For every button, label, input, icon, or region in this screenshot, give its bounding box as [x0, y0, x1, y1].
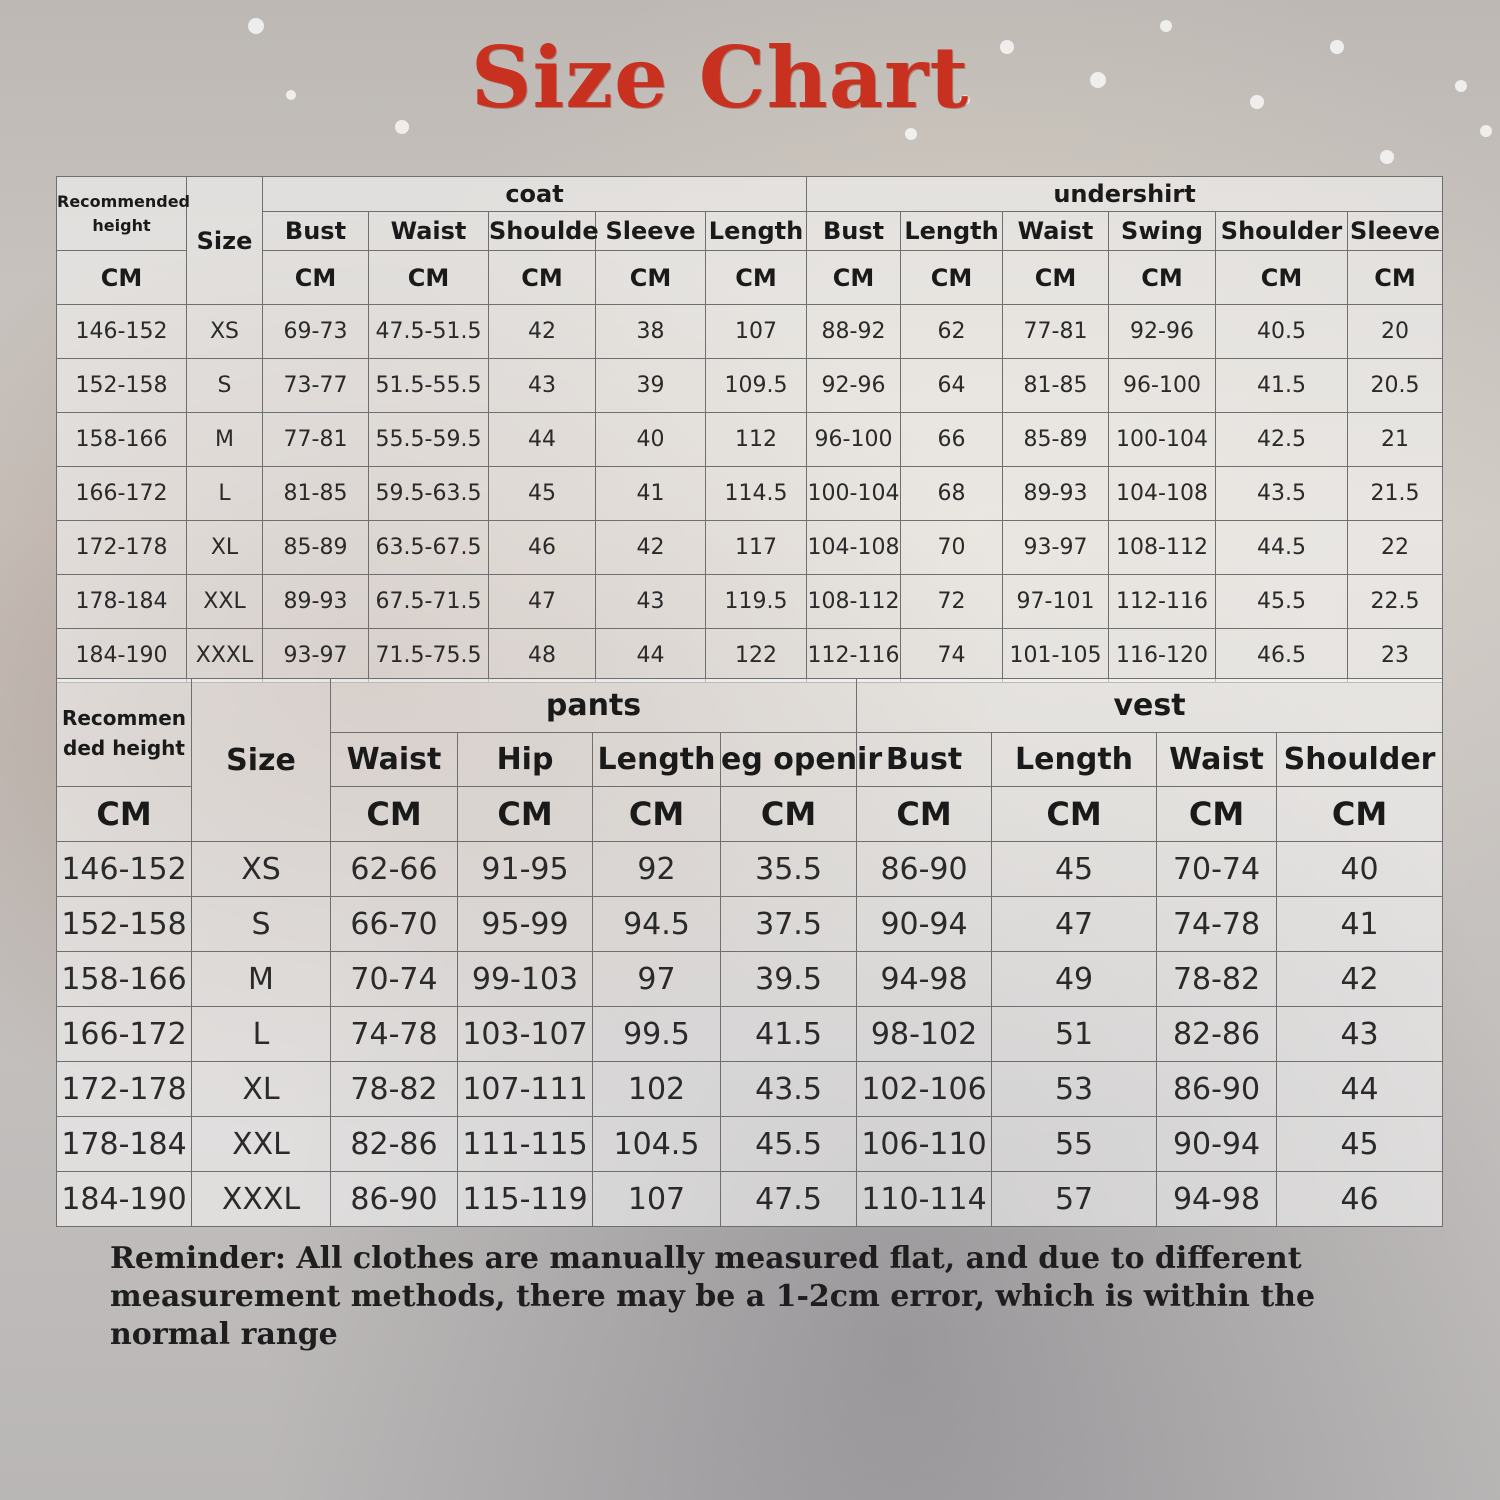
measurement-cell: 107	[593, 1172, 721, 1227]
size-cell: XL	[192, 1062, 331, 1117]
measurement-cell: 74-78	[1157, 897, 1277, 952]
measurement-cell: 78-82	[1157, 952, 1277, 1007]
measurement-cell: 102	[593, 1062, 721, 1117]
recommended-height-header: Recommended height	[57, 177, 187, 251]
measurement-cell: 104.5	[593, 1117, 721, 1172]
measurement-cell: 55.5-59.5	[369, 413, 489, 467]
measurement-cell: 67.5-71.5	[369, 575, 489, 629]
group-header-undershirt: undershirt	[807, 177, 1443, 212]
measurement-cell: 122	[706, 629, 807, 683]
measurement-cell: 69-73	[263, 305, 369, 359]
height-cell: 178-184	[57, 575, 187, 629]
unit-label: CM	[1157, 787, 1277, 842]
measurement-cell: 94-98	[1157, 1172, 1277, 1227]
column-header: Shoulde	[489, 212, 596, 251]
measurement-cell: 106-110	[857, 1117, 992, 1172]
unit-label: CM	[331, 787, 458, 842]
column-header: Swing	[1109, 212, 1216, 251]
measurement-cell: 37.5	[721, 897, 857, 952]
measurement-cell: 70-74	[1157, 842, 1277, 897]
column-header: Length	[901, 212, 1003, 251]
table-row	[57, 521, 1443, 575]
measurement-cell: 78-82	[331, 1062, 458, 1117]
measurement-cell: 47	[992, 897, 1157, 952]
column-header: Shoulder	[1216, 212, 1348, 251]
height-cell: 146-152	[57, 842, 192, 897]
height-cell: 152-158	[57, 897, 192, 952]
measurement-cell: 85-89	[1003, 413, 1109, 467]
measurement-cell: 42	[1277, 952, 1443, 1007]
measurement-cell: 62-66	[331, 842, 458, 897]
measurement-cell: 81-85	[1003, 359, 1109, 413]
measurement-cell: 90-94	[1157, 1117, 1277, 1172]
unit-label: CM	[1109, 251, 1216, 305]
table-row	[57, 575, 1443, 629]
measurement-cell: 63.5-67.5	[369, 521, 489, 575]
measurement-cell: 21.5	[1348, 467, 1443, 521]
measurement-cell: 103-107	[458, 1007, 593, 1062]
measurement-cell: 74-78	[331, 1007, 458, 1062]
measurement-cell: 44	[489, 413, 596, 467]
measurement-cell: 22.5	[1348, 575, 1443, 629]
measurement-cell: 112-116	[807, 629, 901, 683]
column-header: Sleeve	[596, 212, 706, 251]
column-header: Length	[706, 212, 807, 251]
measurement-cell: 57	[992, 1172, 1157, 1227]
measurement-cell: 55	[992, 1117, 1157, 1172]
measurement-cell: 109.5	[706, 359, 807, 413]
measurement-cell: 92-96	[807, 359, 901, 413]
unit-label: CM	[57, 251, 187, 305]
measurement-cell: 41	[596, 467, 706, 521]
unit-label: CM	[1348, 251, 1443, 305]
measurement-cell: 23	[1348, 629, 1443, 683]
measurement-cell: 45	[489, 467, 596, 521]
measurement-cell: 51.5-55.5	[369, 359, 489, 413]
measurement-cell: 66	[901, 413, 1003, 467]
measurement-cell: 110-114	[857, 1172, 992, 1227]
unit-label: CM	[706, 251, 807, 305]
measurement-cell: 96-100	[807, 413, 901, 467]
measurement-cell: 43	[596, 575, 706, 629]
measurement-cell: 44	[596, 629, 706, 683]
measurement-cell: 82-86	[331, 1117, 458, 1172]
measurement-cell: 42	[596, 521, 706, 575]
measurement-cell: 64	[901, 359, 1003, 413]
column-header: Waist	[1003, 212, 1109, 251]
measurement-cell: 77-81	[263, 413, 369, 467]
table-row	[57, 952, 1443, 1007]
column-header: eg openir	[721, 733, 857, 787]
measurement-cell: 86-90	[857, 842, 992, 897]
bokeh-light	[1380, 150, 1394, 164]
measurement-cell: 39	[596, 359, 706, 413]
column-header: Waist	[369, 212, 489, 251]
measurement-cell: 89-93	[1003, 467, 1109, 521]
unit-label: CM	[1216, 251, 1348, 305]
measurement-cell: 100-104	[807, 467, 901, 521]
unit-label: CM	[596, 251, 706, 305]
size-cell: M	[192, 952, 331, 1007]
column-header: Bust	[857, 733, 992, 787]
measurement-cell: 112-116	[1109, 575, 1216, 629]
measurement-cell: 41.5	[721, 1007, 857, 1062]
measurement-cell: 45	[1277, 1117, 1443, 1172]
unit-label: CM	[857, 787, 992, 842]
unit-label: CM	[263, 251, 369, 305]
height-cell: 172-178	[57, 1062, 192, 1117]
measurement-cell: 94-98	[857, 952, 992, 1007]
height-cell: 178-184	[57, 1117, 192, 1172]
measurement-cell: 59.5-63.5	[369, 467, 489, 521]
height-cell: 166-172	[57, 1007, 192, 1062]
measurement-cell: 102-106	[857, 1062, 992, 1117]
measurement-cell: 47	[489, 575, 596, 629]
measurement-cell: 94.5	[593, 897, 721, 952]
measurement-cell: 20.5	[1348, 359, 1443, 413]
column-header: Waist	[1157, 733, 1277, 787]
measurement-cell: 112	[706, 413, 807, 467]
measurement-cell: 117	[706, 521, 807, 575]
size-header: Size	[187, 177, 263, 305]
unit-label: CM	[369, 251, 489, 305]
bokeh-light	[905, 128, 917, 140]
height-cell: 146-152	[57, 305, 187, 359]
measurement-cell: 45	[992, 842, 1157, 897]
measurement-cell: 43.5	[1216, 467, 1348, 521]
size-cell: XXXL	[192, 1172, 331, 1227]
table-row	[57, 359, 1443, 413]
measurement-cell: 97-101	[1003, 575, 1109, 629]
column-header: Bust	[807, 212, 901, 251]
measurement-cell: 86-90	[331, 1172, 458, 1227]
measurement-cell: 93-97	[263, 629, 369, 683]
measurement-cell: 108-112	[1109, 521, 1216, 575]
table-row	[57, 897, 1443, 952]
measurement-cell: 43.5	[721, 1062, 857, 1117]
measurement-cell: 45.5	[1216, 575, 1348, 629]
group-header-coat: coat	[263, 177, 807, 212]
measurement-cell: 81-85	[263, 467, 369, 521]
measurement-cell: 40.5	[1216, 305, 1348, 359]
size-cell: XXXL	[187, 629, 263, 683]
measurement-cell: 47.5-51.5	[369, 305, 489, 359]
measurement-cell: 51	[992, 1007, 1157, 1062]
column-header: Length	[992, 733, 1157, 787]
measurement-cell: 48	[489, 629, 596, 683]
table-row	[57, 842, 1443, 897]
measurement-cell: 43	[489, 359, 596, 413]
measurement-cell: 44	[1277, 1062, 1443, 1117]
measurement-cell: 21	[1348, 413, 1443, 467]
measurement-cell: 99.5	[593, 1007, 721, 1062]
size-cell: S	[187, 359, 263, 413]
measurement-cell: 88-92	[807, 305, 901, 359]
column-header: Sleeve	[1348, 212, 1443, 251]
measurement-cell: 38	[596, 305, 706, 359]
measurement-cell: 72	[901, 575, 1003, 629]
measurement-cell: 100-104	[1109, 413, 1216, 467]
group-header-vest: vest	[857, 679, 1443, 733]
measurement-cell: 68	[901, 467, 1003, 521]
unit-label: CM	[992, 787, 1157, 842]
table-row	[57, 467, 1443, 521]
measurement-cell: 22	[1348, 521, 1443, 575]
height-cell: 184-190	[57, 629, 187, 683]
unit-label: CM	[458, 787, 593, 842]
size-header: Size	[192, 679, 331, 842]
table-row	[57, 413, 1443, 467]
measurement-cell: 91-95	[458, 842, 593, 897]
measurement-cell: 92-96	[1109, 305, 1216, 359]
measurement-cell: 99-103	[458, 952, 593, 1007]
size-cell: XS	[187, 305, 263, 359]
height-cell: 152-158	[57, 359, 187, 413]
measurement-cell: 116-120	[1109, 629, 1216, 683]
measurement-cell: 104-108	[807, 521, 901, 575]
height-cell: 166-172	[57, 467, 187, 521]
height-cell: 172-178	[57, 521, 187, 575]
measurement-cell: 46	[1277, 1172, 1443, 1227]
size-cell: M	[187, 413, 263, 467]
measurement-cell: 20	[1348, 305, 1443, 359]
recommended-height-header: Recommen ded height	[57, 679, 192, 787]
table-row	[57, 305, 1443, 359]
measurement-cell: 98-102	[857, 1007, 992, 1062]
column-header: Length	[593, 733, 721, 787]
unit-label: CM	[807, 251, 901, 305]
measurement-cell: 42.5	[1216, 413, 1348, 467]
size-cell: XXL	[187, 575, 263, 629]
height-cell: 158-166	[57, 413, 187, 467]
bokeh-light	[1480, 125, 1492, 137]
measurement-cell: 73-77	[263, 359, 369, 413]
column-header: Hip	[458, 733, 593, 787]
measurement-cell: 101-105	[1003, 629, 1109, 683]
measurement-cell: 95-99	[458, 897, 593, 952]
measurement-cell: 35.5	[721, 842, 857, 897]
measurement-cell: 111-115	[458, 1117, 593, 1172]
measurement-cell: 93-97	[1003, 521, 1109, 575]
measurement-cell: 41.5	[1216, 359, 1348, 413]
measurement-cell: 42	[489, 305, 596, 359]
measurement-cell: 44.5	[1216, 521, 1348, 575]
size-cell: XXL	[192, 1117, 331, 1172]
unit-label: CM	[721, 787, 857, 842]
bokeh-light	[1455, 80, 1467, 92]
measurement-cell: 107	[706, 305, 807, 359]
size-cell: XS	[192, 842, 331, 897]
measurement-cell: 114.5	[706, 467, 807, 521]
measurement-cell: 40	[1277, 842, 1443, 897]
height-cell: 184-190	[57, 1172, 192, 1227]
measurement-cell: 39.5	[721, 952, 857, 1007]
reminder-note: Reminder: All clothes are manually measured flat, and due to different measurement methods, there may be a 1-2cm error, which is within the normal range	[110, 1241, 1316, 1352]
measurement-cell: 119.5	[706, 575, 807, 629]
measurement-cell: 97	[593, 952, 721, 1007]
measurement-cell: 70	[901, 521, 1003, 575]
unit-label: CM	[1277, 787, 1443, 842]
measurement-cell: 71.5-75.5	[369, 629, 489, 683]
page-title: Size Chart	[470, 28, 970, 127]
table-row	[57, 1007, 1443, 1062]
height-cell: 158-166	[57, 952, 192, 1007]
measurement-cell: 107-111	[458, 1062, 593, 1117]
unit-label: CM	[1003, 251, 1109, 305]
measurement-cell: 82-86	[1157, 1007, 1277, 1062]
size-cell: XL	[187, 521, 263, 575]
column-header: Bust	[263, 212, 369, 251]
size-cell: S	[192, 897, 331, 952]
measurement-cell: 40	[596, 413, 706, 467]
measurement-cell: 46	[489, 521, 596, 575]
measurement-cell: 53	[992, 1062, 1157, 1117]
measurement-cell: 41	[1277, 897, 1443, 952]
measurement-cell: 108-112	[807, 575, 901, 629]
measurement-cell: 104-108	[1109, 467, 1216, 521]
measurement-cell: 47.5	[721, 1172, 857, 1227]
unit-label: CM	[593, 787, 721, 842]
top-size-table	[56, 176, 1443, 683]
table-row	[57, 1117, 1443, 1172]
measurement-cell: 43	[1277, 1007, 1443, 1062]
measurement-cell: 96-100	[1109, 359, 1216, 413]
table-row	[57, 1172, 1443, 1227]
measurement-cell: 86-90	[1157, 1062, 1277, 1117]
bottom-size-table	[56, 678, 1443, 1227]
measurement-cell: 45.5	[721, 1117, 857, 1172]
measurement-cell: 74	[901, 629, 1003, 683]
measurement-cell: 66-70	[331, 897, 458, 952]
unit-label: CM	[901, 251, 1003, 305]
size-cell: L	[192, 1007, 331, 1062]
measurement-cell: 70-74	[331, 952, 458, 1007]
measurement-cell: 62	[901, 305, 1003, 359]
table-row	[57, 629, 1443, 683]
measurement-cell: 85-89	[263, 521, 369, 575]
measurement-cell: 92	[593, 842, 721, 897]
measurement-cell: 77-81	[1003, 305, 1109, 359]
column-header: Shoulder	[1277, 733, 1443, 787]
unit-label: CM	[489, 251, 596, 305]
unit-label: CM	[57, 787, 192, 842]
measurement-cell: 89-93	[263, 575, 369, 629]
size-cell: L	[187, 467, 263, 521]
measurement-cell: 90-94	[857, 897, 992, 952]
group-header-pants: pants	[331, 679, 857, 733]
column-header: Waist	[331, 733, 458, 787]
measurement-cell: 49	[992, 952, 1157, 1007]
table-row	[57, 1062, 1443, 1117]
measurement-cell: 46.5	[1216, 629, 1348, 683]
measurement-cell: 115-119	[458, 1172, 593, 1227]
